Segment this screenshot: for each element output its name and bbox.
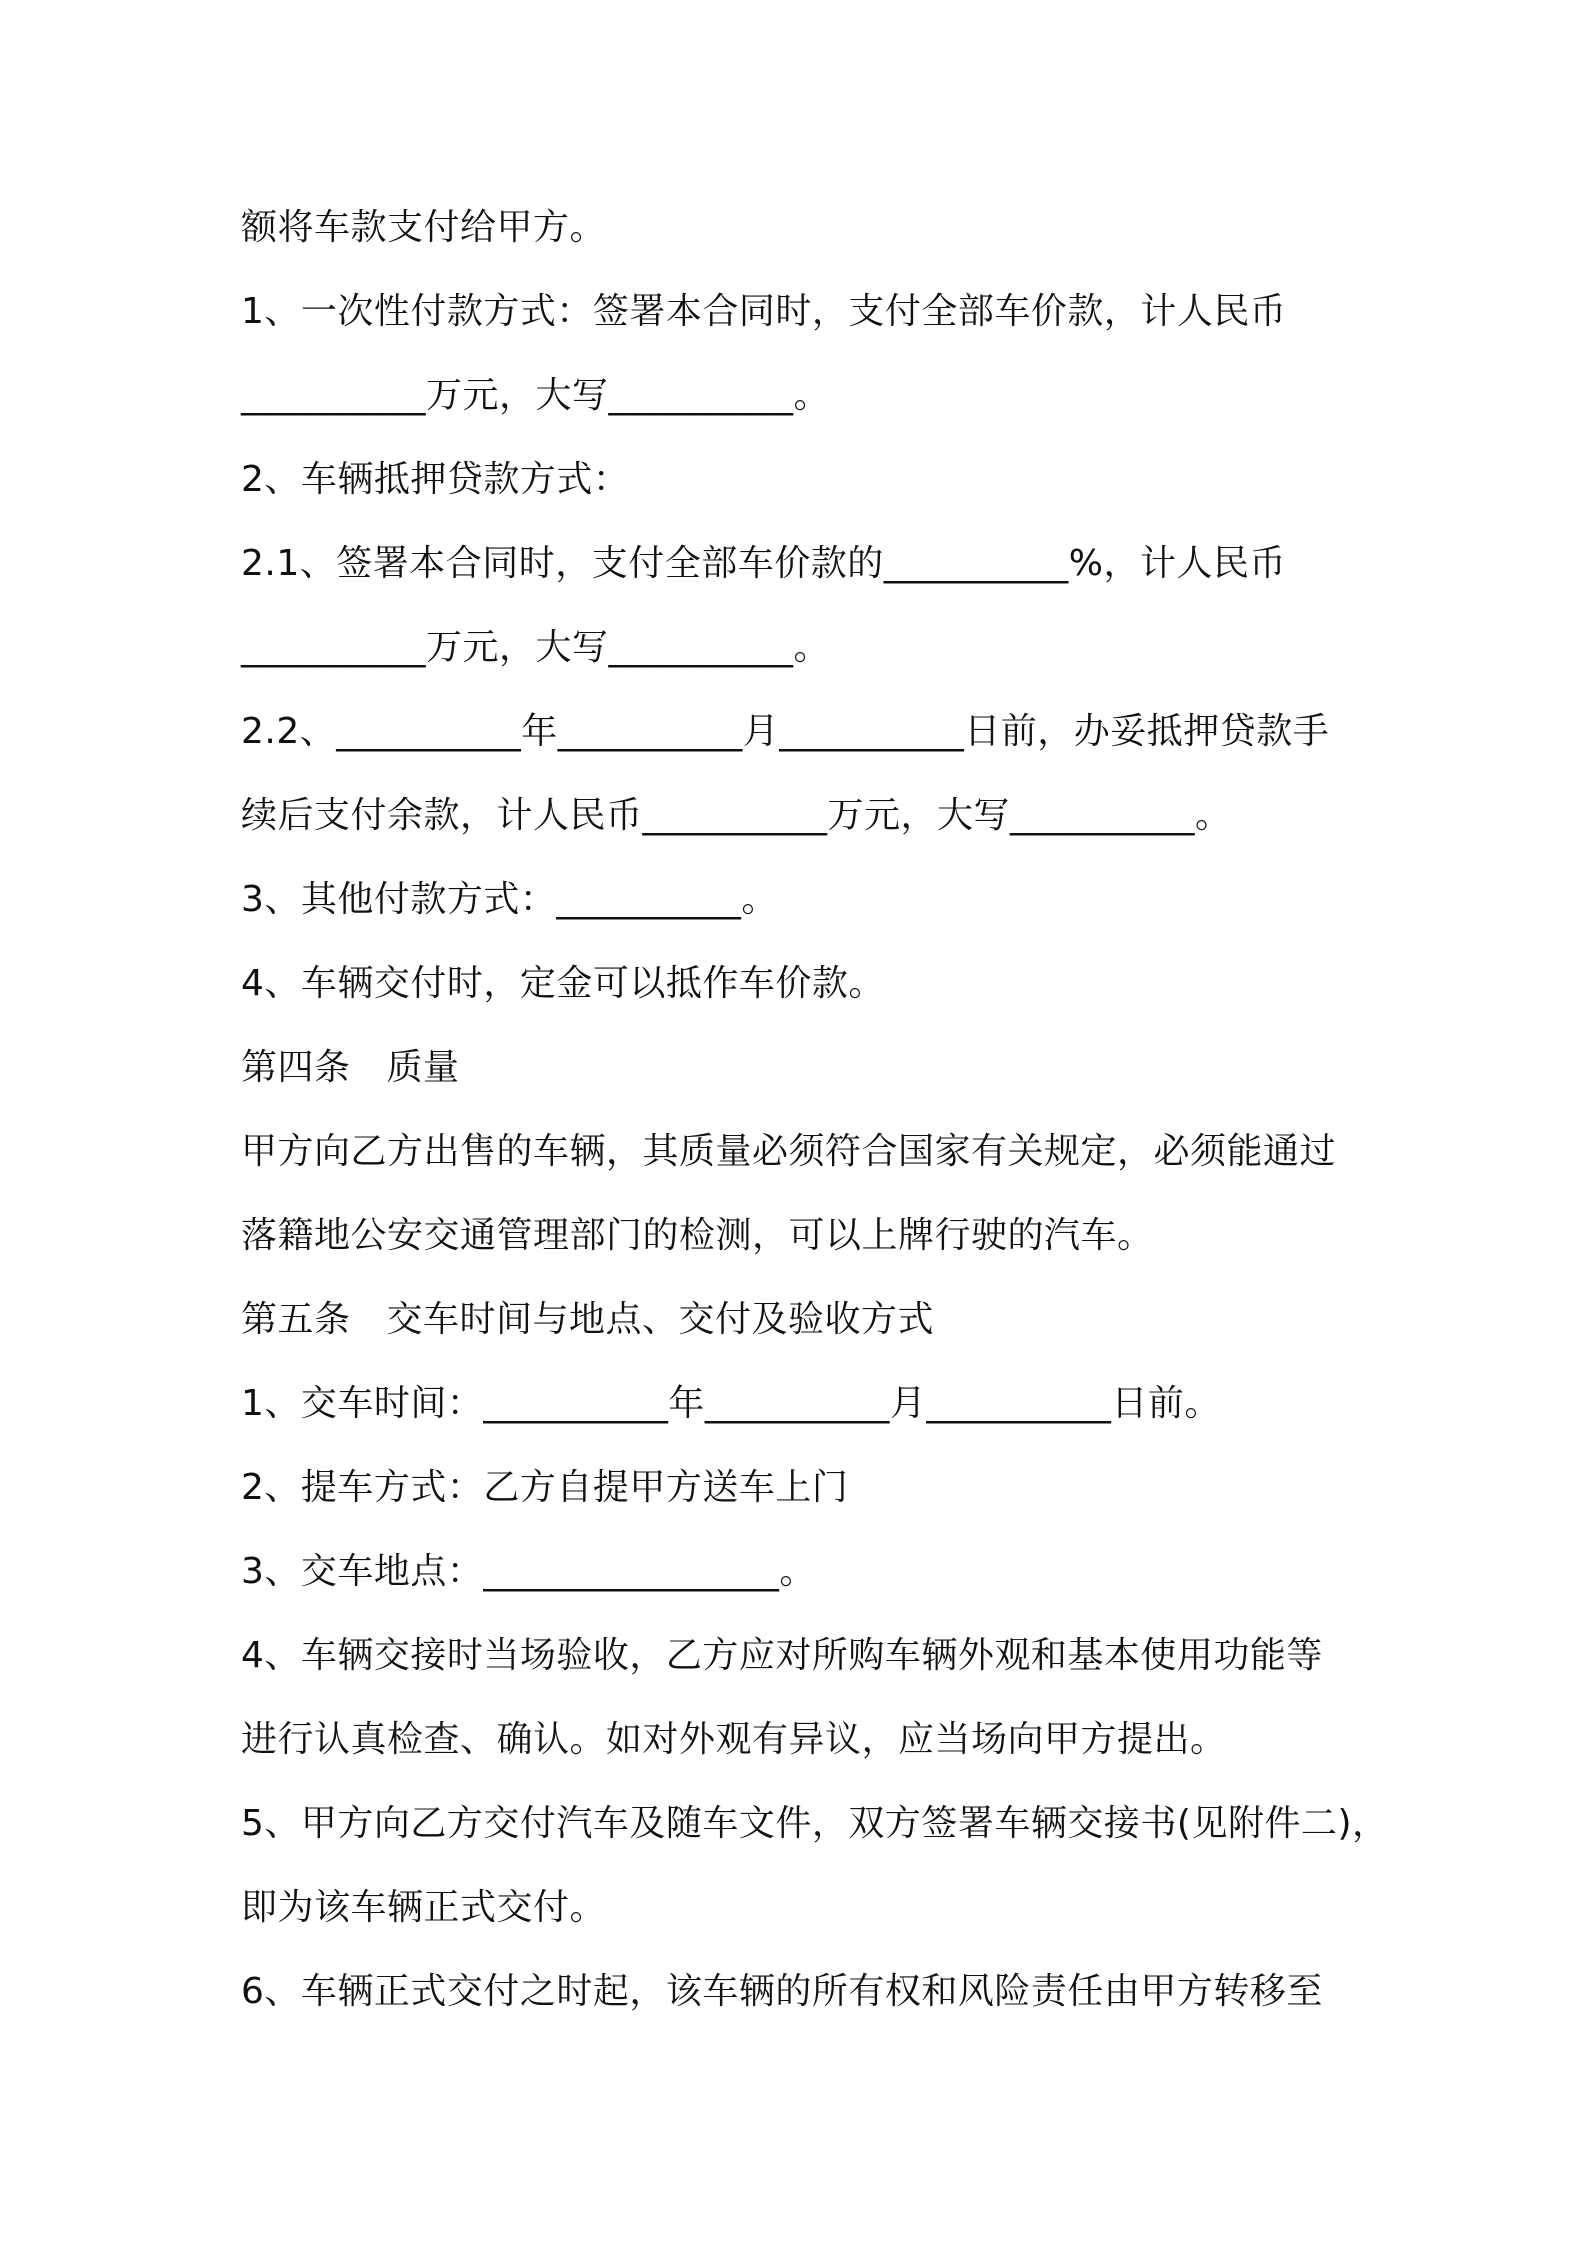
- article-heading-4: [241, 1046, 1371, 1090]
- paragraph-line: 甲方向乙方出售的车辆，其质量必须符合国家有关规定，必须能通过: [241, 1131, 1337, 1172]
- paragraph-line: 2.1、签署本合同时，支付全部车价款的__________%，计人民币: [241, 543, 1286, 584]
- paragraph-line: __________万元，大写__________。: [241, 375, 831, 416]
- paragraph-line: __________万元，大写__________。: [241, 627, 831, 668]
- paragraph-line: 5、甲方向乙方交付汽车及随车文件，双方签署车辆交接书(见附件二)，: [241, 1803, 1389, 1844]
- paragraph-line: 2、车辆抵押贷款方式：: [241, 459, 630, 500]
- article-heading-5: [241, 1298, 1371, 1342]
- paragraph-line: 进行认真检查、确认。如对外观有异议，应当场向甲方提出。: [241, 1719, 1227, 1760]
- article-title: 质量: [386, 1047, 460, 1088]
- paragraph-line: 落籍地公安交通管理部门的检测，可以上牌行驶的汽车。: [241, 1215, 1154, 1256]
- paragraph-line: 6、车辆正式交付之时起，该车辆的所有权和风险责任由甲方转移至: [241, 1971, 1323, 2012]
- article-title: 交车时间与地点、交付及验收方式: [386, 1299, 935, 1340]
- paragraph-line: 续后支付余款，计人民币__________万元，大写__________。: [241, 795, 1232, 836]
- article-number: 第五条: [241, 1299, 351, 1340]
- paragraph-line: 1、交车时间：__________年__________月__________日前。: [241, 1383, 1221, 1424]
- paragraph-line: 1、一次性付款方式：签署本合同时，支付全部车价款，计人民币: [241, 291, 1287, 332]
- paragraph-line: 4、车辆交付时，定金可以抵作车价款。: [241, 963, 885, 1004]
- paragraph-line: 2.2、__________年__________月__________日前，办妥抵押贷款手: [241, 711, 1330, 752]
- paragraph-line: 即为该车辆正式交付。: [241, 1887, 607, 1928]
- article-number: 第四条: [241, 1047, 351, 1088]
- paragraph-line: 额将车款支付给甲方。: [241, 207, 607, 248]
- paragraph-line: 3、其他付款方式：__________。: [241, 879, 778, 920]
- paragraph-line: 2、提车方式：乙方自提甲方送车上门: [241, 1467, 849, 1508]
- paragraph-line: 3、交车地点：________________。: [241, 1551, 816, 1592]
- paragraph-line: 4、车辆交接时当场验收，乙方应对所购车辆外观和基本使用功能等: [241, 1635, 1323, 1676]
